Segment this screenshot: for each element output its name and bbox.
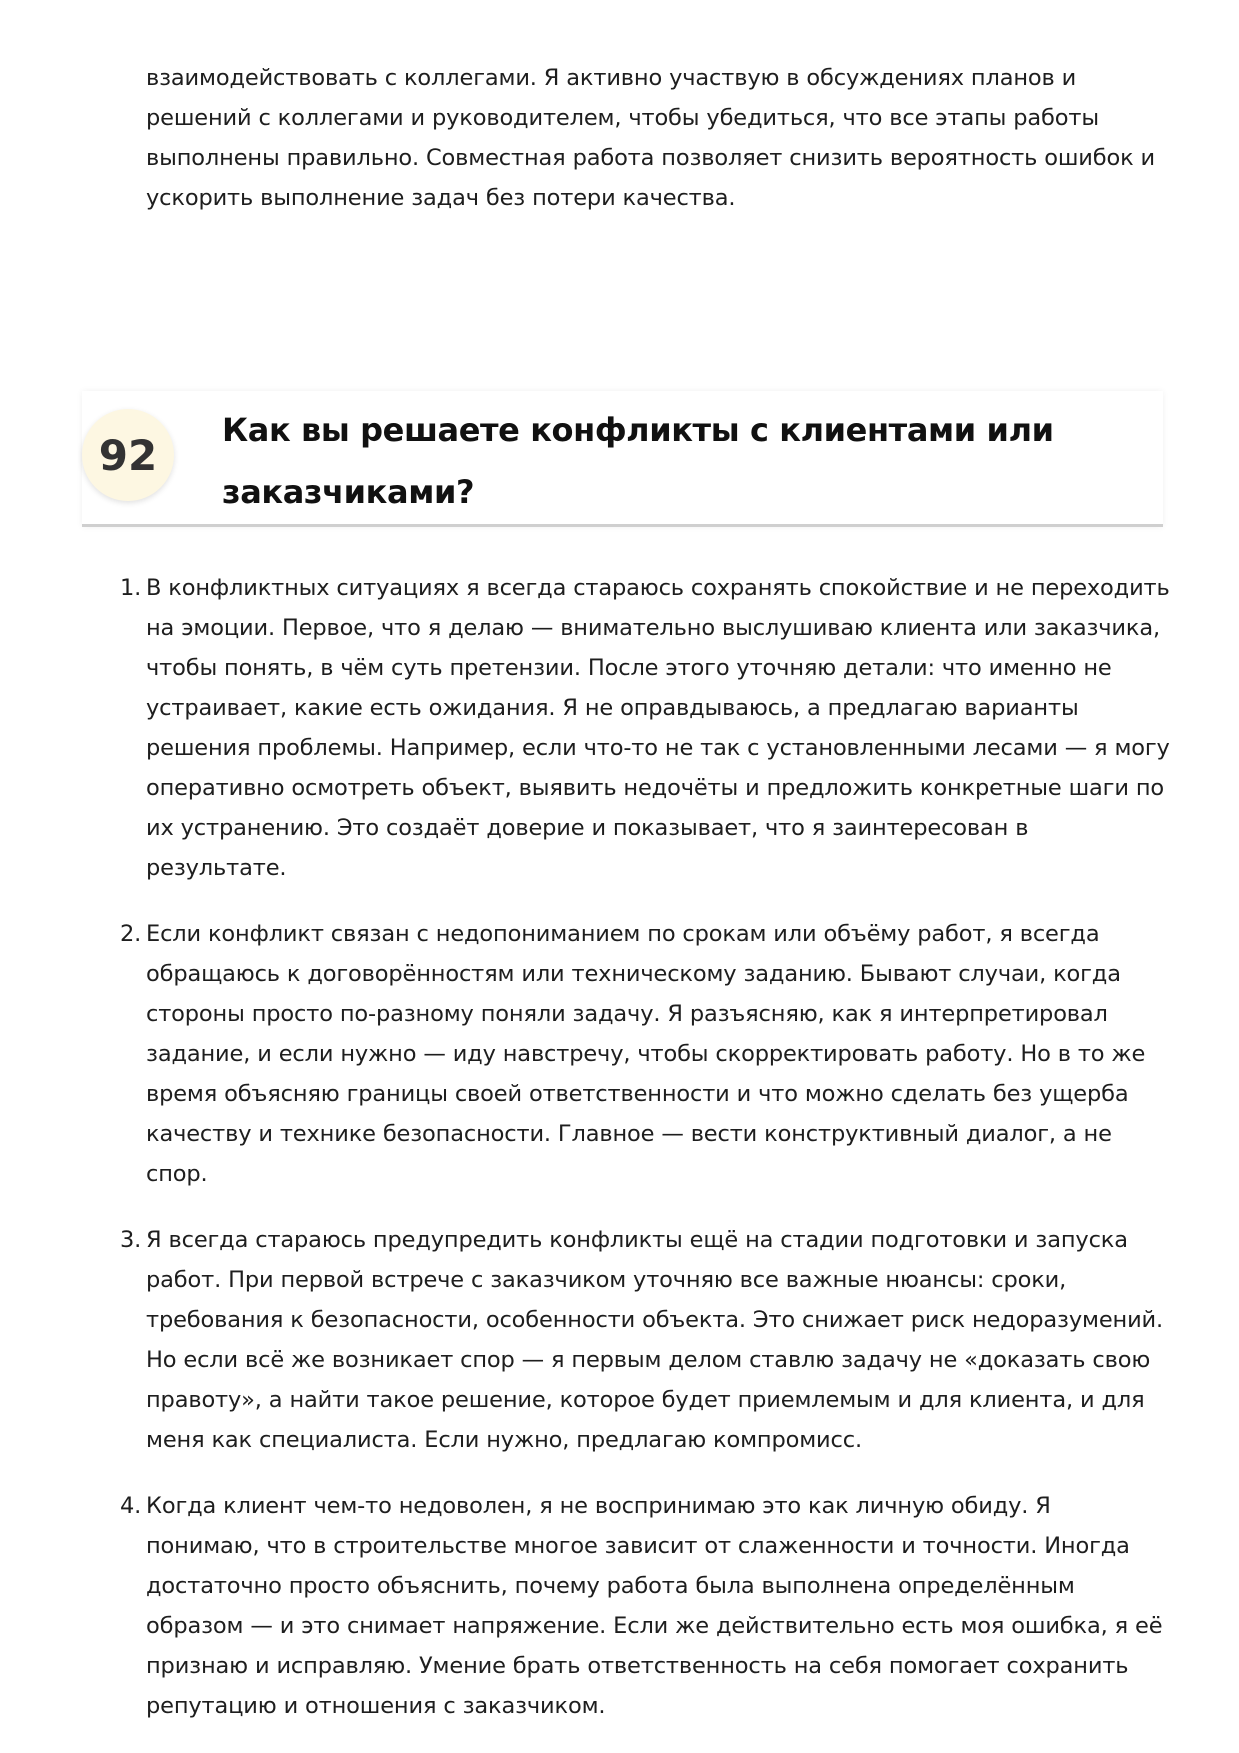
answer-item — [120, 1220, 1170, 1460]
question-number-badge: 92 — [82, 409, 174, 501]
section-header — [82, 391, 1163, 527]
answer-number: 4. — [120, 1493, 142, 1519]
answer-text: Я всегда стараюсь предупредить конфликты ещё на стадии подготовки и запуска работ. При первой встрече с заказчиком уточняю все важные нюансы: сроки, требования к безопасности, особенности объекта. Это снижает риск недоразумений. Но если всё же возникает спор — я первым делом ставлю задачу не «доказать свою правоту», а найти такое решение, которое будет приемлемым и для клиента, и для меня как специалиста. Если нужно, предлагаю компромисс. — [146, 1227, 1164, 1453]
answer-number: 1. — [120, 575, 142, 601]
answer-text: Когда клиент чем-то недоволен, я не воспринимаю это как личную обиду. Я понимаю, что в строительстве многое зависит от слаженности и точности. Иногда достаточно просто объяснить, почему работа была выполнена определённым образом — и это снимает напряжение. Если же действительно есть моя ошибка, я её признаю и исправляю. Умение брать ответственность на себя помогает сохранить репутацию и отношения с заказчиком. — [146, 1493, 1163, 1719]
answer-text: Если конфликт связан с недопониманием по срокам или объёму работ, я всегда обращаюсь к договорённостям или техническому заданию. Бывают случаи, когда стороны просто по-разному поняли задачу. Я разъясняю, как я интерпретировал задание, и если нужно — иду навстречу, чтобы скорректировать работу. Но в то же время объясняю границы своей ответственности и что можно сделать без ущерба качеству и технике безопасности. Главное — вести конструктивный диалог, а не спор. — [146, 921, 1146, 1187]
section-title: Как вы решаете конфликты с клиентами или заказчиками? — [222, 411, 1054, 511]
answer-text: В конфликтных ситуациях я всегда стараюсь сохранять спокойствие и не переходить на эмоции. Первое, что я делаю — внимательно выслушиваю клиента или заказчика, чтобы понять, в чём суть претензии. После этого уточняю детали: что именно не устраивает, какие есть ожидания. Я не оправдываюсь, а предлагаю варианты решения проблемы. Например, если что-то не так с установленными лесами — я могу оперативно осмотреть объект, выявить недочёты и предложить конкретные шаги по их устранению. Это создаёт доверие и показывает, что я заинтересован в результате. — [146, 575, 1170, 881]
answer-item — [120, 568, 1170, 888]
answer-item — [120, 1486, 1170, 1726]
answer-list — [120, 568, 1170, 1752]
answer-item — [120, 914, 1170, 1194]
answer-number: 3. — [120, 1227, 142, 1253]
answer-number: 2. — [120, 921, 142, 947]
intro-paragraph: взаимодействовать с коллегами. Я активно участвую в обсуждениях планов и решений с коллегами и руководителем, чтобы убедиться, что все этапы работы выполнены правильно. Совместная работа позволяет снизить вероятность ошибок и ускорить выполнение задач без потери качества. — [146, 65, 1156, 211]
